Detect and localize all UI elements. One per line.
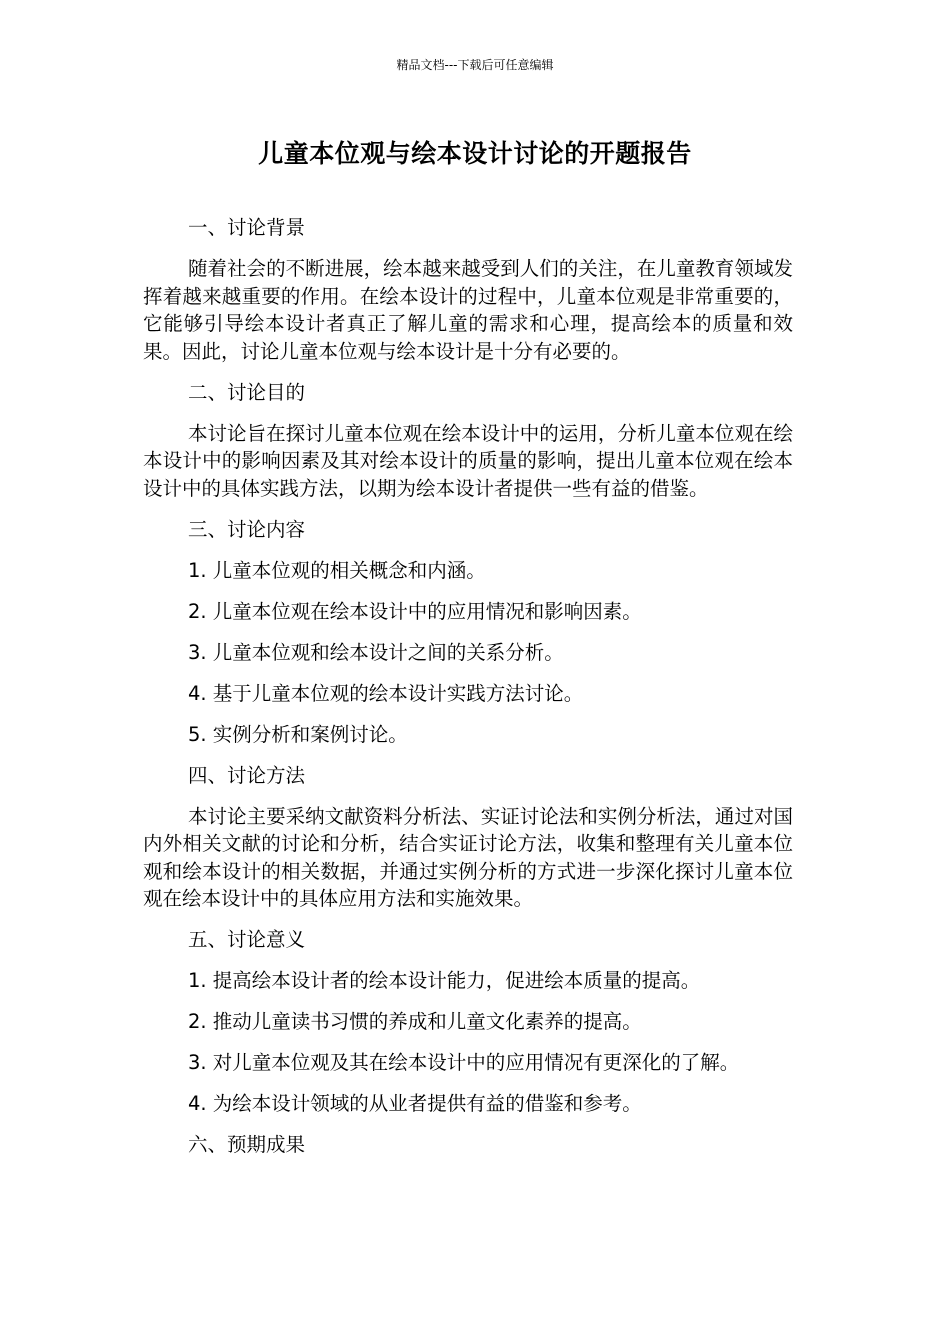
- paragraph-method: 本讨论主要采纳文献资料分析法、实证讨论法和实例分析法，通过对国内外相关文献的讨论和分析，结合实证讨论方法，收集和整理有关儿童本位观和绘本设计的相关数据，并通过实例分析的方式进一步深化探讨儿童本位观在绘本设计中的具体应用方法和实施效果。: [143, 804, 793, 910]
- content-list-item: 5. 实例分析和案例讨论。: [188, 722, 408, 746]
- paragraph-background: 随着社会的不断进展，绘本越来越受到人们的关注，在儿童教育领域发挥着越来越重要的作用。在绘本设计的过程中，儿童本位观是非常重要的，它能够引导绘本设计者真正了解儿童的需求和心理，提高绘本的质量和效果。因此，讨论儿童本位观与绘本设计是十分有必要的。: [143, 257, 793, 363]
- section-heading-background: 一、讨论背景: [188, 216, 306, 239]
- paragraph-purpose: 本讨论旨在探讨儿童本位观在绘本设计中的运用，分析儿童本位观在绘本设计中的影响因素及其对绘本设计的质量的影响，提出儿童本位观在绘本设计中的具体实践方法，以期为绘本设计者提供一些有益的借鉴。: [143, 421, 793, 500]
- document-body: [143, 214, 793, 1172]
- header-note: 精品文档---下载后可任意编辑: [396, 58, 554, 72]
- content-list-item: 1. 儿童本位观的相关概念和内涵。: [188, 558, 486, 582]
- section-heading-method: 四、讨论方法: [188, 763, 306, 787]
- significance-list-item: 1. 提高绘本设计者的绘本设计能力，促进绘本质量的提高。: [188, 969, 701, 992]
- significance-list-item: 4. 为绘本设计领域的从业者提供有益的借鉴和参考。: [188, 1092, 642, 1115]
- significance-list-item: 2. 推动儿童读书习惯的养成和儿童文化素养的提高。: [188, 1010, 642, 1033]
- section-heading-content: 三、讨论内容: [188, 517, 306, 541]
- section-heading-outcomes: 六、预期成果: [188, 1133, 306, 1156]
- content-list-item: 2. 儿童本位观在绘本设计中的应用情况和影响因素。: [188, 599, 642, 623]
- section-heading-purpose: 二、讨论目的: [188, 380, 306, 404]
- section-heading-significance: 五、讨论意义: [188, 928, 306, 951]
- content-list-item: 4. 基于儿童本位观的绘本设计实践方法讨论。: [188, 681, 584, 705]
- significance-list-item: 3. 对儿童本位观及其在绘本设计中的应用情况有更深化的了解。: [188, 1051, 740, 1074]
- document-title: 儿童本位观与绘本设计讨论的开题报告: [258, 139, 692, 168]
- content-list-item: 3. 儿童本位观和绘本设计之间的关系分析。: [188, 640, 564, 664]
